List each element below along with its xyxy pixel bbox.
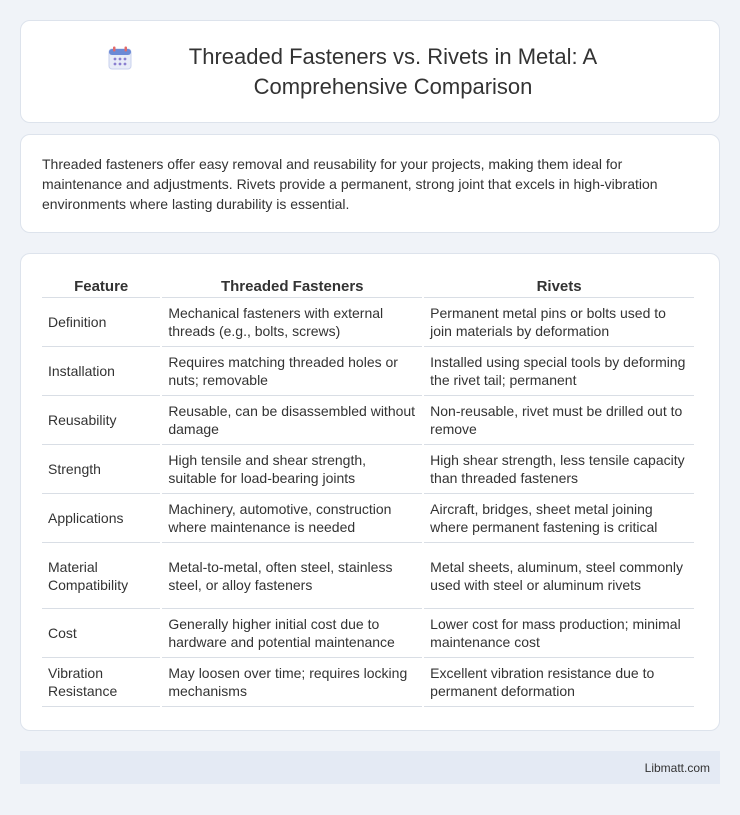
comparison-table (40, 275, 696, 707)
row-feature: Reusability (42, 396, 160, 445)
row-rivets: Lower cost for mass production; minimal maintenance cost (424, 609, 694, 658)
table-header-row (42, 275, 694, 298)
table-row (42, 543, 694, 609)
table-row (42, 396, 694, 445)
header-rivets: Rivets (424, 275, 694, 298)
table-row (42, 347, 694, 396)
comparison-table-card (20, 253, 720, 731)
row-feature: Strength (42, 445, 160, 494)
row-threaded: May loosen over time; requires locking mechanisms (162, 658, 422, 707)
header-feature: Feature (42, 275, 160, 298)
row-rivets: Aircraft, bridges, sheet metal joining where permanent fastening is critical (424, 494, 694, 543)
page-title: Threaded Fasteners vs. Rivets in Metal: A Comprehensive Comparison (188, 43, 598, 99)
row-rivets: Installed using special tools by deforming the rivet tail; permanent (424, 347, 694, 396)
row-rivets: High shear strength, less tensile capacity than threaded fasteners (424, 445, 694, 494)
table-row (42, 609, 694, 658)
row-threaded: Machinery, automotive, construction where maintenance is needed (162, 494, 422, 543)
table-row (42, 494, 694, 543)
row-rivets: Non-reusable, rivet must be drilled out to remove (424, 396, 694, 445)
row-feature: Definition (42, 298, 160, 347)
footer-brand-link[interactable]: Libmatt.com (644, 760, 710, 775)
header-card (20, 20, 720, 123)
table-row (42, 445, 694, 494)
row-feature: Installation (42, 347, 160, 396)
row-rivets: Metal sheets, aluminum, steel commonly used with steel or aluminum rivets (424, 543, 694, 609)
intro-text: Threaded fasteners offer easy removal and reusability for your projects, making them ideal for maintenance and adjustments. Rivets provide a permanent, strong joint that excels in high-vibration environments where lasting durability is essential. (42, 156, 658, 212)
row-threaded: Reusable, can be disassembled without damage (162, 396, 422, 445)
calendar-grid-icon (107, 45, 133, 71)
footer (20, 751, 720, 784)
row-threaded: Metal-to-metal, often steel, stainless steel, or alloy fasteners (162, 543, 422, 609)
table-row (42, 298, 694, 347)
table-row (42, 658, 694, 707)
header-threaded-fasteners: Threaded Fasteners (162, 275, 422, 298)
row-feature: Cost (42, 609, 160, 658)
row-threaded: Mechanical fasteners with external threads (e.g., bolts, screws) (162, 298, 422, 347)
row-threaded: High tensile and shear strength, suitable for load-bearing joints (162, 445, 422, 494)
row-feature: Applications (42, 494, 160, 543)
row-threaded: Requires matching threaded holes or nuts; removable (162, 347, 422, 396)
row-feature: Vibration Resistance (42, 658, 160, 707)
row-rivets: Permanent metal pins or bolts used to join materials by deformation (424, 298, 694, 347)
row-threaded: Generally higher initial cost due to hardware and potential maintenance (162, 609, 422, 658)
intro-card (20, 134, 720, 233)
title-wrap (67, 42, 673, 102)
row-feature: Material Compatibility (42, 543, 160, 609)
row-rivets: Excellent vibration resistance due to permanent deformation (424, 658, 694, 707)
